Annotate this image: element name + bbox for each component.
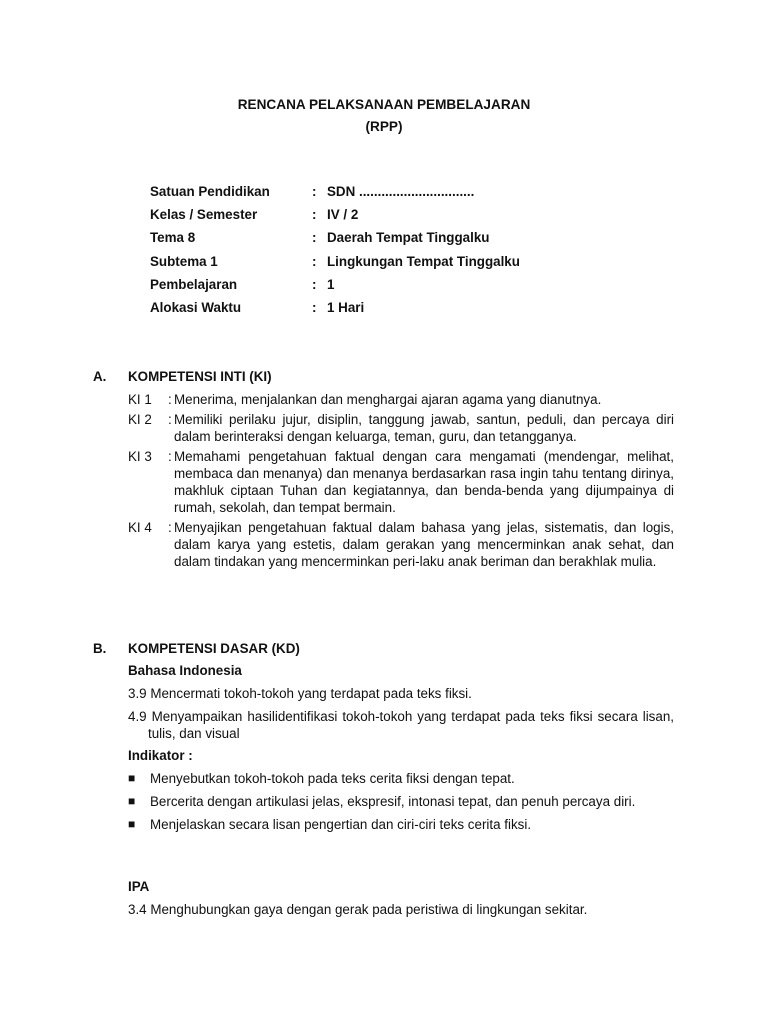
info-row-subtema — [150, 253, 520, 276]
subject-heading: IPA — [128, 879, 150, 894]
section-title: KOMPETENSI DASAR (KD) — [128, 641, 300, 656]
ki-label: KI 1 — [128, 392, 152, 407]
kd-ipa-block — [128, 878, 674, 918]
document-title — [0, 94, 768, 138]
info-value: 1 Hari — [327, 299, 365, 315]
ki-list — [128, 391, 674, 573]
info-row-tema — [150, 229, 520, 252]
info-label: Kelas / Semester — [150, 207, 258, 223]
title-line-1: RENCANA PELAKSANAAN PEMBELAJARAN — [237, 97, 531, 112]
info-value: 1 — [327, 276, 335, 292]
section-title: KOMPETENSI INTI (KI) — [128, 369, 272, 384]
title-line-2: (RPP) — [365, 119, 403, 134]
ki-item — [128, 391, 674, 408]
info-colon: : — [312, 299, 317, 315]
ki-item — [128, 448, 674, 516]
info-value: SDN ............................... — [327, 184, 475, 199]
ki-text: Menyajikan pengetahuan faktual dalam bahasa yang jelas, sistematis, dan logis, dalam karya yang estetis, dalam gerakan yang mencerminkan anak sehat, dan dalam tindakan yang mencerminkan peri-laku anak beriman dan berakhlak mulia. — [174, 520, 674, 569]
info-value: Lingkungan Tempat Tinggalku — [327, 253, 520, 269]
ki-text: Menerima, menjalankan dan menghargai ajaran agama yang dianutnya. — [174, 392, 602, 407]
info-row-alokasi — [150, 299, 520, 322]
kd-item: 3.9 Mencermati tokoh-tokoh yang terdapat pada teks fiksi. — [128, 686, 472, 701]
kd-bahasa-block — [128, 662, 674, 833]
identity-table — [150, 183, 520, 322]
info-value: Daerah Tempat Tinggalku — [327, 230, 490, 246]
square-bullet-icon: ■ — [128, 794, 136, 808]
indikator-item — [128, 793, 674, 810]
info-colon: : — [312, 253, 317, 269]
ki-item — [128, 519, 674, 570]
info-value: IV / 2 — [327, 207, 359, 223]
info-colon: : — [312, 207, 317, 223]
kd-item: 3.4 Menghubungkan gaya dengan gerak pada peristiwa di lingkungan sekitar. — [128, 902, 588, 917]
ki-text: Memahami pengetahuan faktual dengan cara mengamati (mendengar, melihat, membaca dan menanya) dan menanya berdasarkan rasa ingin tahu tentang dirinya, makhluk ciptaan Tuhan dan kegiatannya, dan benda-benda yang dijumpainya di rumah, sekolah, dan tempat bermain. — [174, 449, 674, 515]
indikator-text: Menjelaskan secara lisan pengertian dan ciri-ciri teks cerita fiksi. — [150, 817, 532, 832]
info-colon: : — [312, 184, 317, 199]
square-bullet-icon: ■ — [128, 771, 136, 785]
ki-colon: : — [168, 520, 172, 535]
info-row-kelas — [150, 206, 520, 229]
ki-colon: : — [168, 412, 172, 427]
info-row-pembelajaran — [150, 276, 520, 299]
ki-item — [128, 411, 674, 445]
ki-label: KI 2 — [128, 412, 152, 427]
ki-label: KI 3 — [128, 449, 152, 464]
info-label: Subtema 1 — [150, 253, 218, 269]
indikator-text: Menyebutkan tokoh-tokoh pada teks cerita fiksi dengan tepat. — [150, 771, 515, 786]
info-label: Alokasi Waktu — [150, 299, 242, 315]
square-bullet-icon: ■ — [128, 817, 136, 831]
info-colon: : — [312, 276, 317, 292]
ki-colon: : — [168, 449, 172, 464]
section-letter: A. — [93, 369, 107, 384]
indikator-item — [128, 770, 674, 787]
ki-label: KI 4 — [128, 520, 152, 535]
ki-text: Memiliki perilaku jujur, disiplin, tanggung jawab, santun, peduli, dan percaya diri dalam berinteraksi dengan keluarga, teman, guru, dan tetangganya. — [174, 412, 674, 444]
section-letter: B. — [93, 641, 107, 656]
ki-colon: : — [168, 392, 172, 407]
info-colon: : — [312, 230, 317, 246]
indikator-text: Bercerita dengan artikulasi jelas, ekspresif, intonasi tepat, dan penuh percaya diri. — [150, 794, 636, 809]
indikator-heading: Indikator : — [128, 748, 193, 763]
subject-heading: Bahasa Indonesia — [128, 663, 242, 678]
info-row-satuan — [150, 183, 520, 206]
kd-item: 4.9 Menyampaikan hasilidentifikasi tokoh-tokoh yang terdapat pada teks fiksi secara lisan, tulis, dan visual — [128, 709, 674, 741]
info-label: Pembelajaran — [150, 276, 238, 292]
info-label: Tema 8 — [150, 230, 196, 246]
indikator-item — [128, 816, 674, 833]
info-label: Satuan Pendidikan — [150, 184, 270, 199]
